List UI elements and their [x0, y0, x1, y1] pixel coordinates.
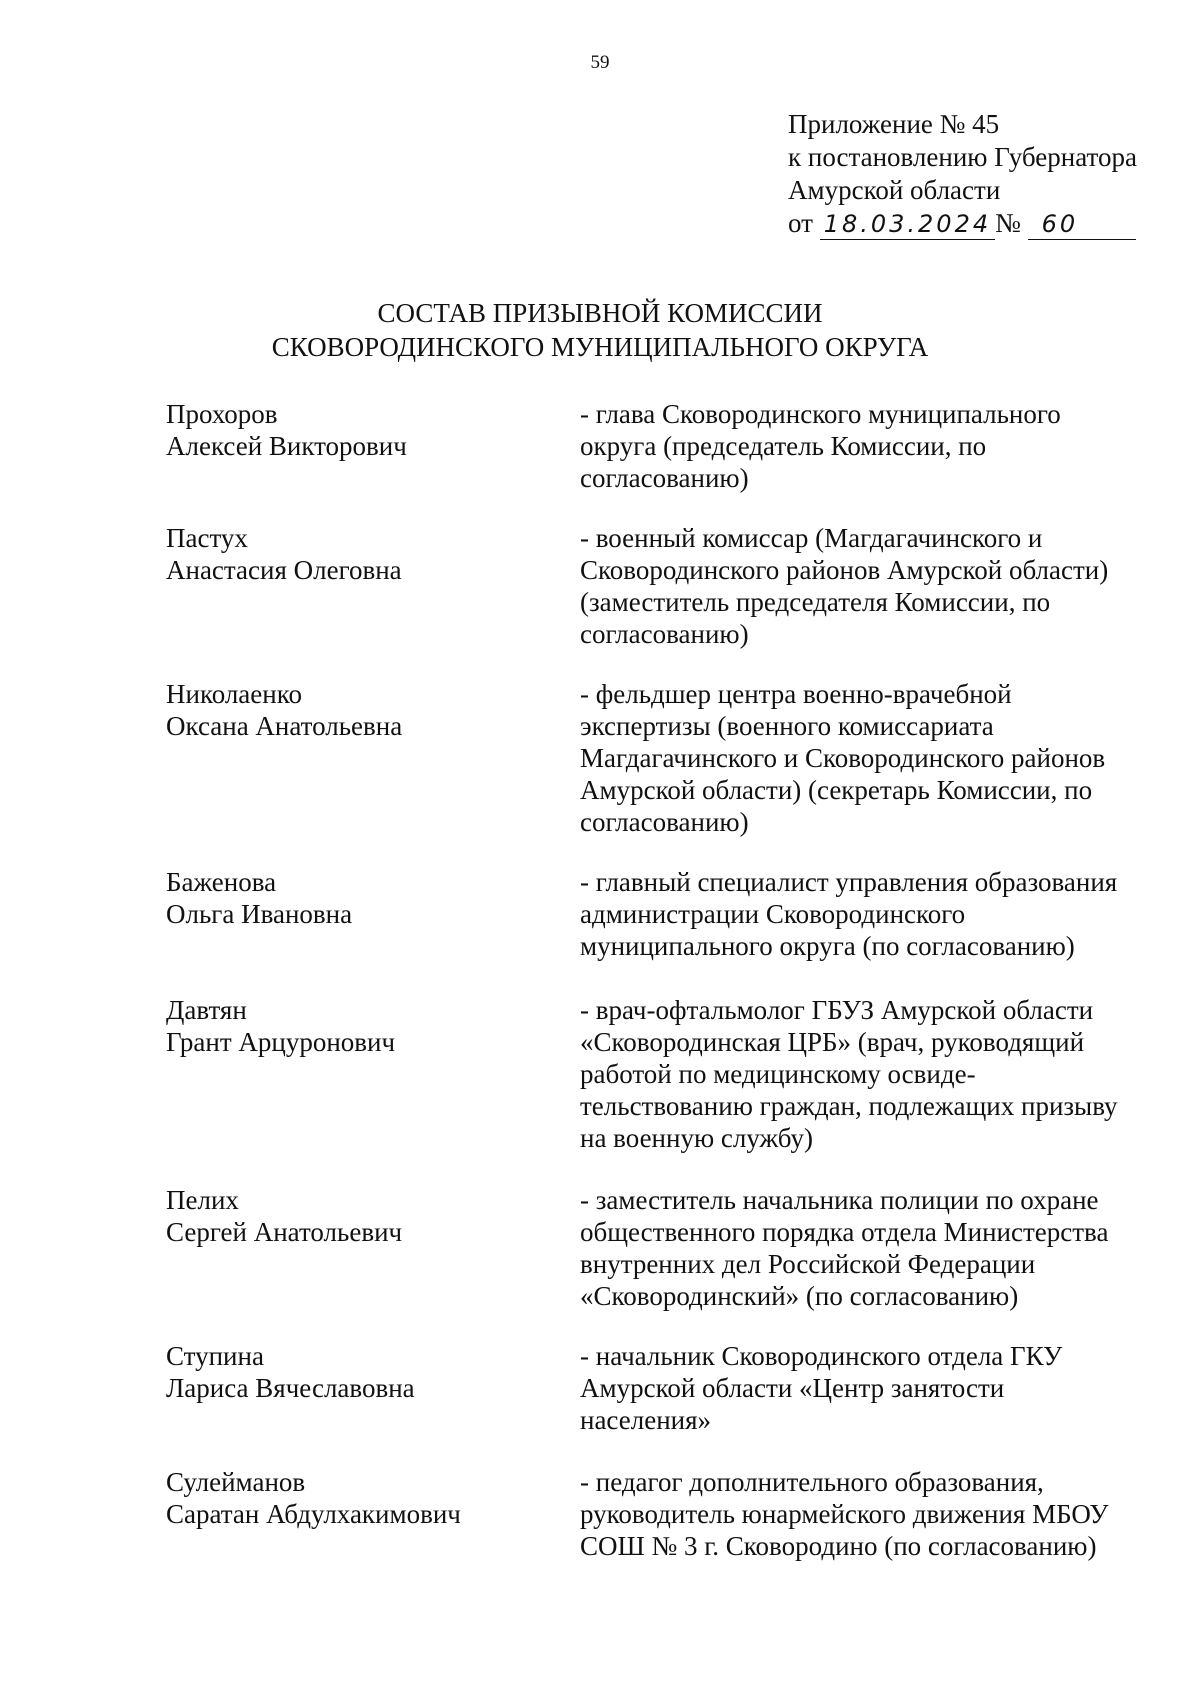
- role-line: руководитель юнармейского движения МБОУ: [580, 1499, 1109, 1529]
- role-line: - начальник Сковородинского отдела ГКУ: [580, 1341, 1063, 1371]
- role-line: округа (председатель Комиссии, по: [580, 431, 987, 461]
- page-number: 59: [590, 52, 610, 73]
- role-line: - заместитель начальника полиции по охране: [580, 1185, 1099, 1215]
- appendix-block: [788, 108, 1137, 240]
- member-given-name: Саратан Абдулхакимович: [166, 1499, 461, 1529]
- role-line: Сковородинского районов Амурской области): [580, 555, 1109, 585]
- member-role: [580, 678, 1140, 838]
- role-line: согласованию): [580, 619, 749, 649]
- member-name: [166, 522, 566, 586]
- member-given-name: Лариса Вячеславовна: [166, 1373, 415, 1403]
- appendix-region: Амурской области: [788, 175, 1001, 205]
- role-line: «Сковородинская ЦРБ» (врач, руководящий: [580, 1027, 1085, 1057]
- member-role: [580, 1466, 1140, 1562]
- role-line: работой по медицинскому освиде-: [580, 1059, 976, 1089]
- role-line: Амурской области «Центр занятости: [580, 1373, 1005, 1403]
- title-line-1: СОСТАВ ПРИЗЫВНОЙ КОМИССИИ: [377, 298, 823, 328]
- role-line: - врач-офтальмолог ГБУЗ Амурской области: [580, 995, 1094, 1025]
- role-line: Амурской области) (секретарь Комиссии, по: [580, 775, 1093, 805]
- title-line-2: СКОВОРОДИНСКОГО МУНИЦИПАЛЬНОГО ОКРУГА: [271, 332, 929, 362]
- member-role: [580, 994, 1140, 1154]
- role-line: администрации Сковородинского: [580, 899, 966, 929]
- appendix-reference: к постановлению Губернатора: [788, 142, 1137, 172]
- date-prefix: от: [788, 208, 813, 238]
- member-name: [166, 398, 566, 462]
- role-line: муниципального округа (по согласованию): [580, 931, 1075, 961]
- role-line: СОШ № 3 г. Сковородино (по согласованию): [580, 1531, 1097, 1561]
- member-role: [580, 1340, 1140, 1436]
- member-role: [580, 1184, 1140, 1312]
- role-line: - главный специалист управления образования: [580, 867, 1118, 897]
- role-line: - педагог дополнительного образования,: [580, 1467, 1044, 1497]
- number-sign: №: [995, 208, 1021, 238]
- role-line: (заместитель председателя Комиссии, по: [580, 587, 1051, 617]
- role-line: - глава Сковородинского муниципального: [580, 399, 1061, 429]
- member-surname: Пастух: [166, 523, 248, 553]
- role-line: населения»: [580, 1405, 712, 1435]
- member-surname: Николаенко: [166, 679, 302, 709]
- role-line: - военный комиссар (Магдагачинского и: [580, 523, 1043, 553]
- member-surname: Ступина: [166, 1341, 264, 1371]
- role-line: на военную службу): [580, 1123, 813, 1153]
- member-role: [580, 866, 1140, 962]
- role-line: Магдагачинского и Сковородинского районов: [580, 743, 1106, 773]
- document-title: [0, 296, 1200, 364]
- handwritten-date: 18.03.2024: [820, 209, 995, 240]
- member-name: [166, 1466, 566, 1530]
- member-name: [166, 1340, 566, 1404]
- role-line: согласованию): [580, 463, 749, 493]
- member-name: [166, 866, 566, 930]
- appendix-title: Приложение № 45: [788, 109, 1000, 139]
- role-line: экспертизы (военного комиссариата: [580, 711, 994, 741]
- member-surname: Сулейманов: [166, 1467, 306, 1497]
- member-name: [166, 994, 566, 1058]
- member-given-name: Алексей Викторович: [166, 431, 407, 461]
- member-surname: Прохоров: [166, 399, 278, 429]
- role-line: «Сковородинский» (по согласованию): [580, 1281, 1019, 1311]
- role-line: - фельдшер центра военно-врачебной: [580, 679, 1012, 709]
- member-given-name: Анастасия Олеговна: [166, 555, 402, 585]
- member-surname: Давтян: [166, 995, 247, 1025]
- appendix-date-line: [788, 207, 1137, 240]
- role-line: тельствованию граждан, подлежащих призыву: [580, 1091, 1118, 1121]
- role-line: согласованию): [580, 807, 749, 837]
- member-name: [166, 1184, 566, 1248]
- member-given-name: Сергей Анатольевич: [166, 1217, 403, 1247]
- role-line: внутренних дел Российской Федерации: [580, 1249, 1036, 1279]
- member-given-name: Грант Арцуронович: [166, 1027, 396, 1057]
- member-name: [166, 678, 566, 742]
- member-surname: Баженова: [166, 867, 277, 897]
- member-role: [580, 398, 1140, 494]
- member-role: [580, 522, 1140, 650]
- role-line: общественного порядка отдела Министерства: [580, 1217, 1109, 1247]
- member-given-name: Оксана Анатольевна: [166, 711, 403, 741]
- member-surname: Пелих: [166, 1185, 239, 1215]
- member-given-name: Ольга Ивановна: [166, 899, 353, 929]
- handwritten-number: 60: [1028, 209, 1136, 240]
